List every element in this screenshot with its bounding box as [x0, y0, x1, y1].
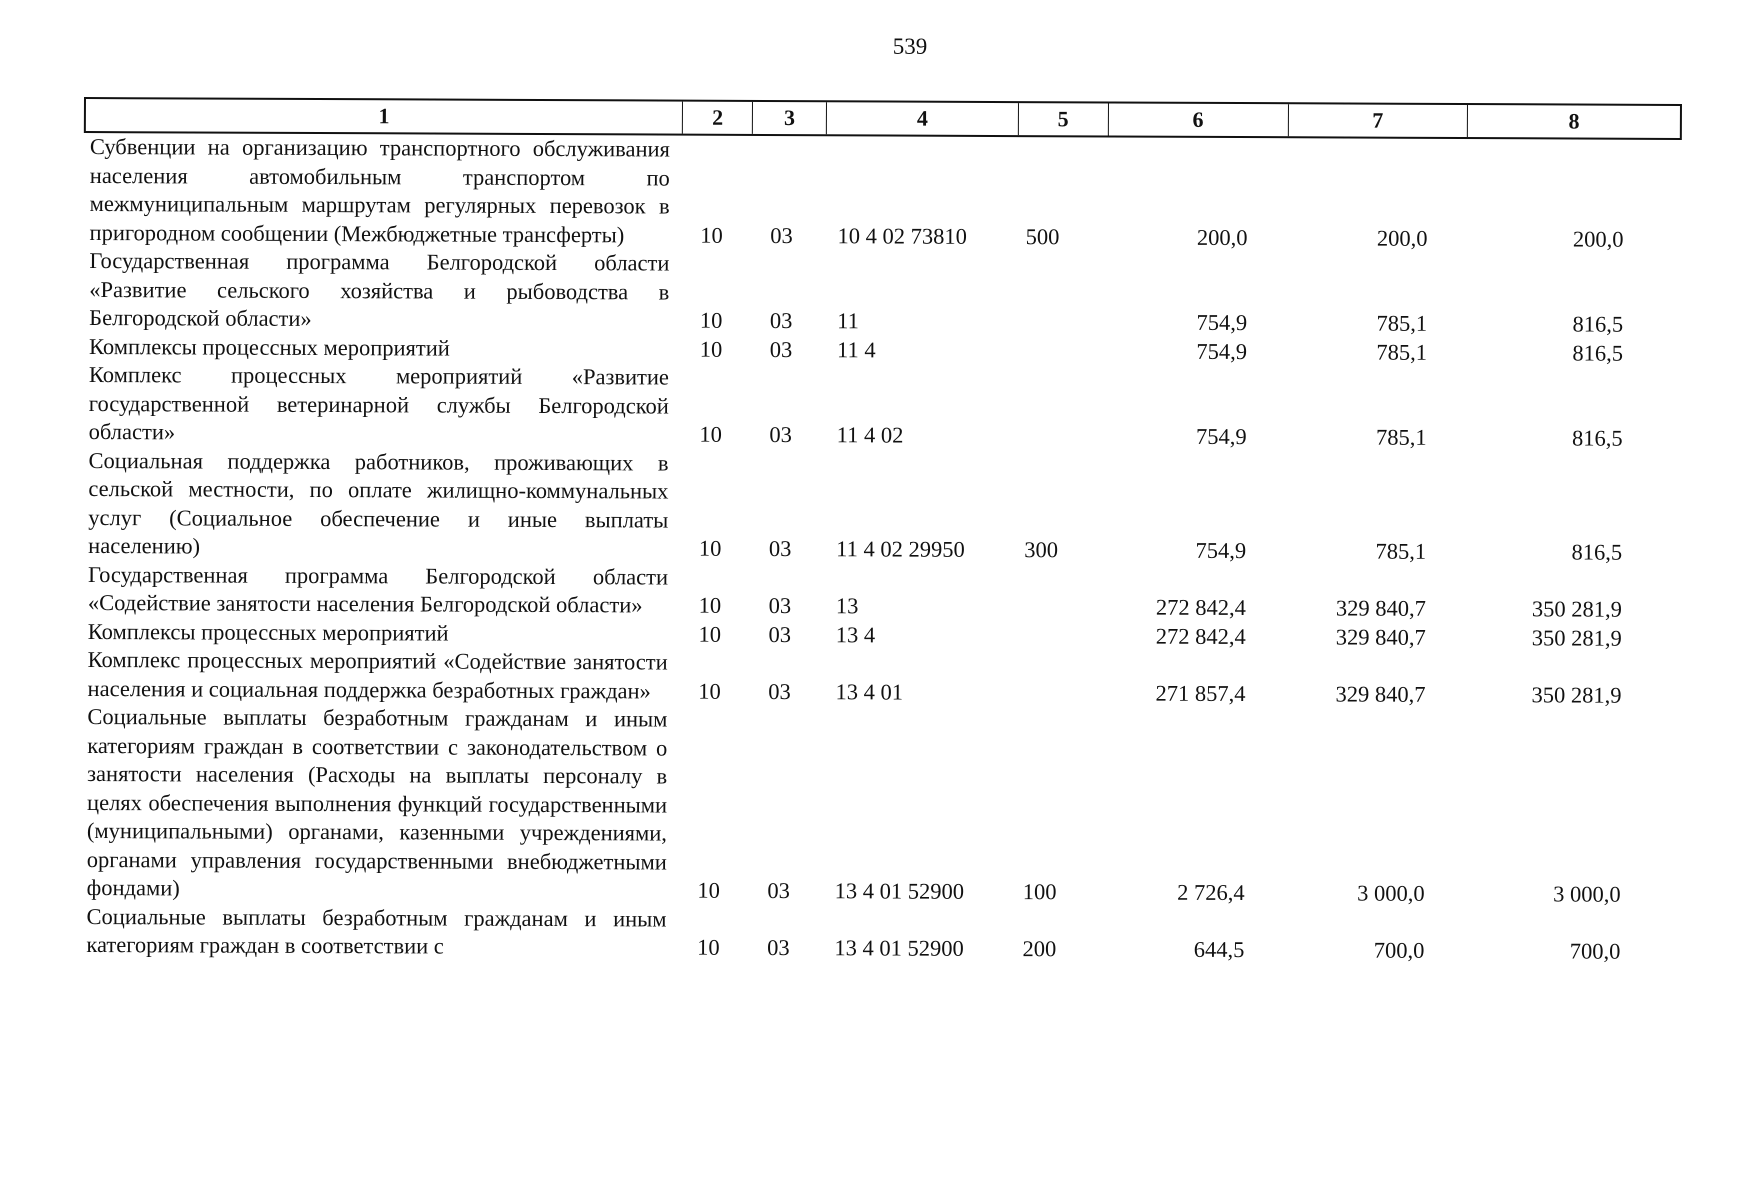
header-col-1: 1 — [86, 99, 683, 134]
table-body — [86, 133, 1690, 966]
header-col-3: 3 — [753, 102, 827, 134]
row-pr: 03 — [768, 592, 792, 619]
row-year1: 754,9 — [1196, 338, 1248, 364]
header-col-7: 7 — [1288, 104, 1468, 137]
row-year3: 700,0 — [1569, 938, 1621, 964]
row-year1: 200,0 — [1196, 224, 1248, 250]
row-year3: 350 281,9 — [1531, 596, 1622, 622]
row-pr: 03 — [768, 678, 791, 704]
row-year1: 754,9 — [1196, 309, 1248, 336]
row-year1: 2 726,4 — [1177, 879, 1245, 906]
row-rz: 10 — [697, 934, 720, 960]
row-csr: 13 4 01 — [835, 678, 904, 705]
row-year1: 272 842,4 — [1155, 594, 1246, 621]
row-year3: 350 281,9 — [1531, 681, 1622, 708]
row-year1: 644,5 — [1193, 936, 1245, 963]
header-col-8: 8 — [1568, 108, 1580, 134]
header-col-4: 4 — [827, 102, 1019, 135]
row-year1: 272 842,4 — [1155, 623, 1246, 649]
row-name: Комплексы процессных мероприятий — [87, 618, 449, 646]
header-col-2: 2 — [683, 102, 753, 134]
row-rz: 10 — [699, 421, 722, 447]
row-year3: 816,5 — [1572, 339, 1624, 366]
row-csr: 13 4 01 52900 — [834, 935, 964, 961]
row-year2: 329 840,7 — [1335, 623, 1426, 650]
row-pr: 03 — [769, 307, 793, 334]
row-name: Государственная программа Белгородской области «Содействие занятости населения Белгородской области» — [87, 561, 669, 618]
row-year2: 3 000,0 — [1357, 880, 1425, 906]
row-year3: 200,0 — [1572, 225, 1624, 252]
table-row — [87, 703, 1688, 909]
row-pr: 03 — [767, 934, 790, 961]
row-name: Социальные выплаты безработным гражданам и иным категориям граждан в соответствии с — [86, 903, 667, 959]
row-name: Комплекс процессных мероприятий «Содействие занятости населения и социальная поддержка безработных граждан» — [87, 646, 668, 703]
row-year2: 785,1 — [1376, 339, 1428, 365]
row-year3: 816,5 — [1572, 425, 1623, 451]
row-name: Субвенции на организацию транспортного обслуживания населения автомобильным транспортом по межмуниципальным маршрутам регулярных перевозок в пригородном сообщении (Межбюджетные трансферты) — [89, 133, 670, 247]
row-csr: 11 4 02 29950 — [836, 536, 965, 562]
row-csr: 13 4 01 52900 — [834, 878, 965, 904]
row-vr: 500 — [1025, 223, 1060, 249]
table-row — [89, 247, 1689, 339]
row-year3: 3 000,0 — [1553, 881, 1621, 907]
row-year2: 785,1 — [1376, 424, 1427, 450]
table-row — [88, 446, 1688, 567]
row-csr: 11 4 02 — [836, 422, 904, 448]
header-col-5: 5 — [1019, 103, 1109, 135]
row-rz: 10 — [697, 877, 721, 903]
row-name: Социальные выплаты безработным гражданам и иным категориям граждан в соответствии с законодательством о занятости населения (Расходы на выплаты персоналу в целях обеспечения выполнения функций государственными (муниципальными) органами, казенными учреждениями, органами управления государственными внебюджетными фондами) — [86, 703, 668, 901]
table-row — [86, 902, 1686, 966]
row-csr: 13 4 — [835, 621, 876, 647]
row-rz: 10 — [698, 621, 722, 647]
row-year2: 329 840,7 — [1335, 595, 1426, 621]
row-rz: 10 — [699, 336, 723, 362]
row-year3: 816,5 — [1571, 539, 1623, 565]
row-year3: 350 281,9 — [1531, 624, 1622, 651]
row-year2: 700,0 — [1373, 937, 1425, 963]
row-year3: 816,5 — [1572, 311, 1624, 337]
row-csr: 10 4 02 73810 — [837, 222, 967, 249]
row-name: Социальная поддержка работников, проживающих в сельской местности, по оплате жилищно-коммунальных услуг (Социальное обеспечение и иные выплаты населению) — [88, 447, 669, 559]
row-pr: 03 — [768, 535, 792, 562]
row-pr: 03 — [769, 336, 793, 362]
row-rz: 10 — [698, 592, 722, 618]
row-year2: 329 840,7 — [1335, 680, 1426, 707]
row-year1: 754,9 — [1195, 537, 1247, 564]
row-name: Комплексы процессных мероприятий — [89, 333, 450, 361]
row-year2: 785,1 — [1375, 538, 1427, 564]
page-number: 539 — [892, 34, 928, 59]
row-year1: 754,9 — [1196, 423, 1247, 450]
row-year2: 785,1 — [1376, 310, 1428, 336]
row-pr: 03 — [769, 421, 792, 448]
row-csr: 13 — [835, 593, 859, 619]
row-name: Государственная программа Белгородской области «Развитие сельского хозяйства и рыбоводства в Белгородской области» — [89, 247, 670, 331]
row-pr: 03 — [770, 222, 793, 248]
table-row — [89, 361, 1689, 453]
row-rz: 10 — [699, 307, 723, 333]
table-row — [88, 646, 1688, 710]
row-vr: 300 — [1024, 537, 1059, 563]
row-name: Комплекс процессных мероприятий «Развитие государственной ветеринарной службы Белгородской области» — [88, 361, 669, 445]
row-year2: 200,0 — [1376, 225, 1428, 251]
row-vr: 200 — [1022, 936, 1057, 962]
row-pr: 03 — [767, 877, 791, 904]
table-row — [88, 560, 1688, 624]
row-rz: 10 — [700, 222, 723, 248]
row-pr: 03 — [768, 621, 792, 647]
row-vr: 100 — [1022, 879, 1057, 905]
row-csr: 11 4 — [837, 336, 876, 362]
header-col-6: 6 — [1109, 103, 1289, 136]
row-year1: 271 857,4 — [1155, 680, 1246, 706]
row-rz: 10 — [698, 678, 721, 704]
row-rz: 10 — [698, 535, 722, 561]
table-row — [90, 133, 1690, 254]
row-csr: 11 — [837, 308, 859, 334]
